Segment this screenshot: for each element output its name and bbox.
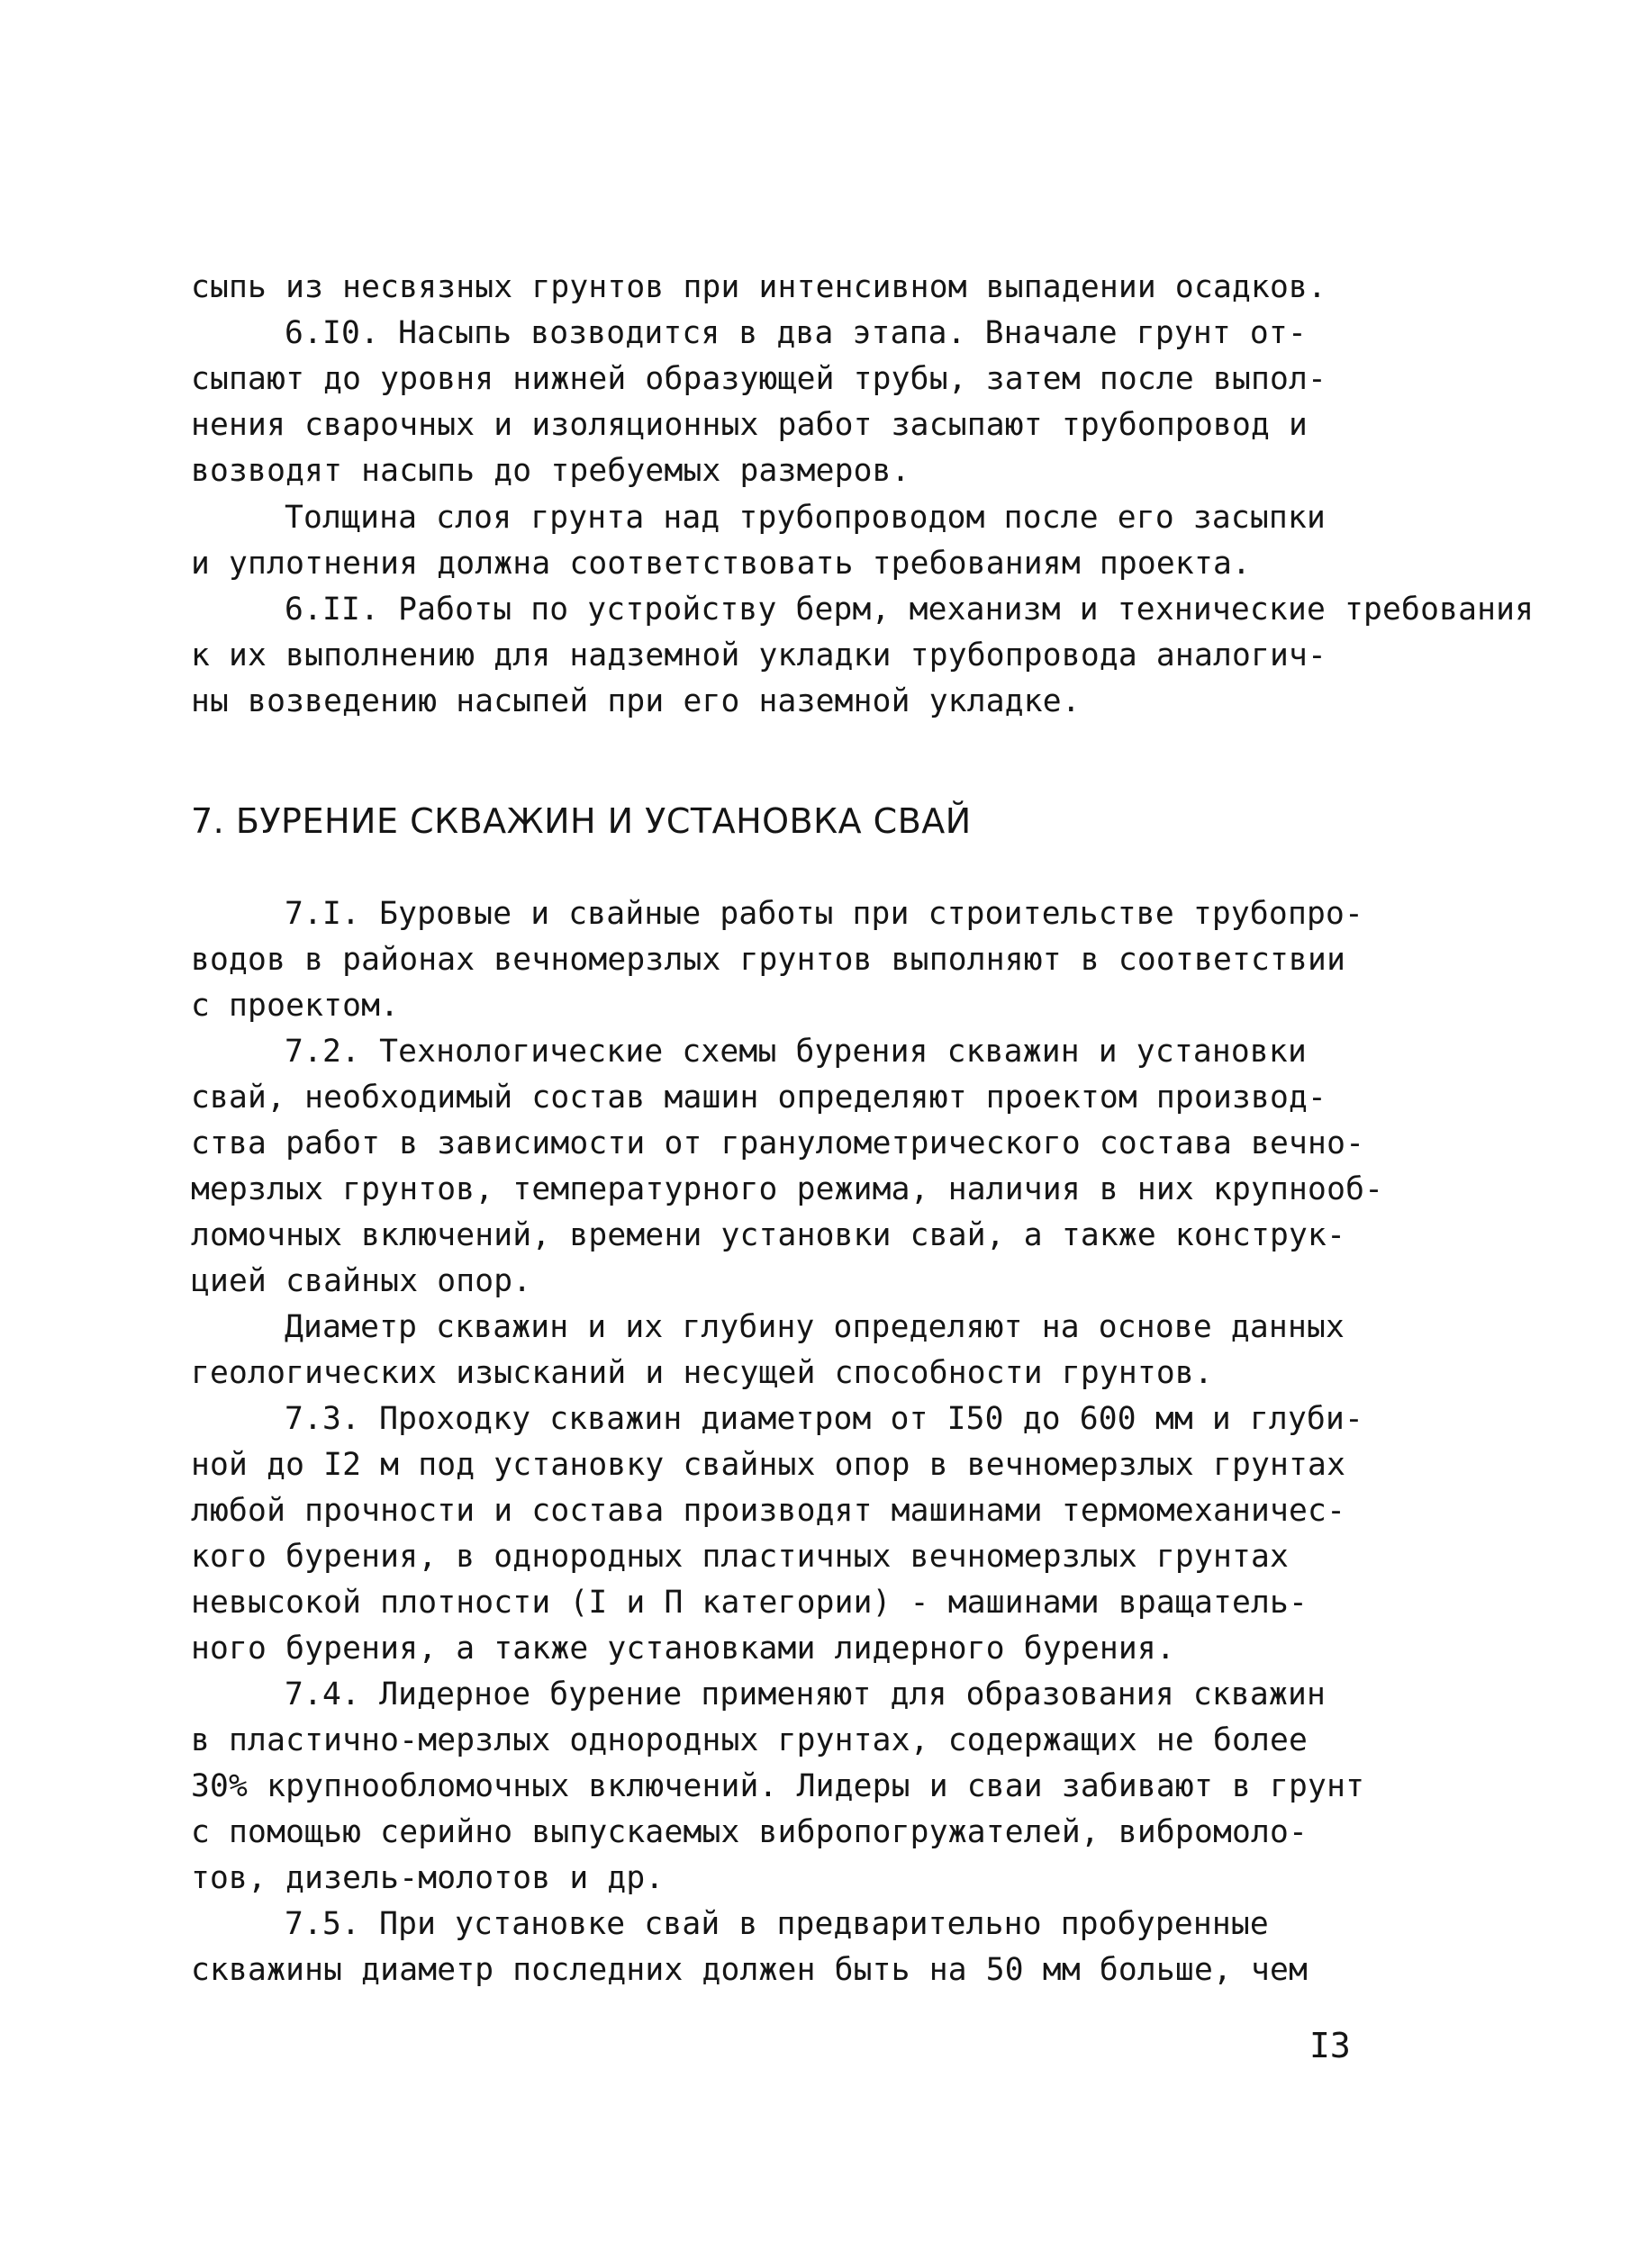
paragraph-6-11-start: 6.II. Работы по устройству берм, механизм и технические требования [285,592,1535,628]
text-line: цией свайных опор. [191,1263,532,1299]
text-line: ломочных включений, времени установки свай, а также конструк- [191,1217,1346,1253]
paragraph-6-10-start: 6.I0. Насыпь возводится в два этапа. Вначале грунт от- [285,315,1307,351]
text-line: невысокой плотности (I и П категории) - машинами вращатель- [191,1585,1309,1621]
section-7-heading: 7. БУРЕНИЕ СКВАЖИН И УСТАНОВКА СВАЙ [191,801,972,841]
text-line: возводят насыпь до требуемых размеров. [191,453,910,489]
text-line: геологических изысканий и несущей способности грунтов. [191,1355,1213,1391]
text-line: с помощью серийно выпускаемых вибропогружателей, вибромоло- [191,1814,1309,1850]
text-line: тов, дизель-молотов и др. [191,1860,665,1896]
paragraph-7-1-start: 7.I. Буровые и свайные работы при строительстве трубопро- [285,896,1364,932]
paragraph-diameter-start: Диаметр скважин и их глубину определяют на основе данных [285,1309,1345,1345]
text-line: любой прочности и состава производят машинами термомеханичес- [191,1493,1346,1529]
text-line: ны возведению насыпей при его наземной укладке. [191,683,1081,719]
text-line: водов в районах вечномерзлых грунтов выполняют в соответствии [191,942,1346,978]
paragraph-7-4-start: 7.4. Лидерное бурение применяют для образования скважин [285,1676,1326,1712]
paragraph-thickness-start: Толщина слоя грунта над трубопроводом после его засыпки [285,500,1326,536]
text-line: нения сварочных и изоляционных работ засыпают трубопровод и [191,407,1309,443]
text-line: ного бурения, а также установками лидерного бурения. [191,1631,1175,1667]
text-line: 30% крупнообломочных включений. Лидеры и сваи забивают в грунт [191,1768,1365,1804]
paragraph-7-3-start: 7.3. Проходку скважин диаметром от I50 до 600 мм и глуби- [285,1401,1364,1437]
text-line: и уплотнения должна соответствовать требованиям проекта. [191,546,1251,582]
paragraph-7-2-start: 7.2. Технологические схемы бурения скважин и установки [285,1034,1307,1070]
text-line: свай, необходимый состав машин определяют проектом производ- [191,1080,1327,1116]
text-line: скважины диаметр последних должен быть на 50 мм больше, чем [191,1952,1309,1988]
text-line: мерзлых грунтов, температурного режима, наличия в них крупнооб- [191,1171,1384,1207]
text-line: ной до I2 м под установку свайных опор в вечномерзлых грунтах [191,1447,1346,1483]
text-line: ства работ в зависимости от гранулометрического состава вечно- [191,1125,1365,1161]
text-line: сыпают до уровня нижней образующей трубы, затем после выпол- [191,361,1327,397]
text-line: с проектом. [191,988,400,1024]
text-line: в пластично-мерзлых однородных грунтах, содержащих не более [191,1722,1309,1758]
paragraph-7-5-start: 7.5. При установке свай в предварительно пробуренные [285,1906,1269,1942]
page-number: I3 [1309,2026,1351,2065]
text-line: кого бурения, в однородных пластичных вечномерзлых грунтах [191,1539,1290,1575]
text-line: к их выполнению для надземной укладки трубопровода аналогич- [191,637,1327,673]
text-line: сыпь из несвязных грунтов при интенсивном выпадении осадков. [191,269,1327,305]
